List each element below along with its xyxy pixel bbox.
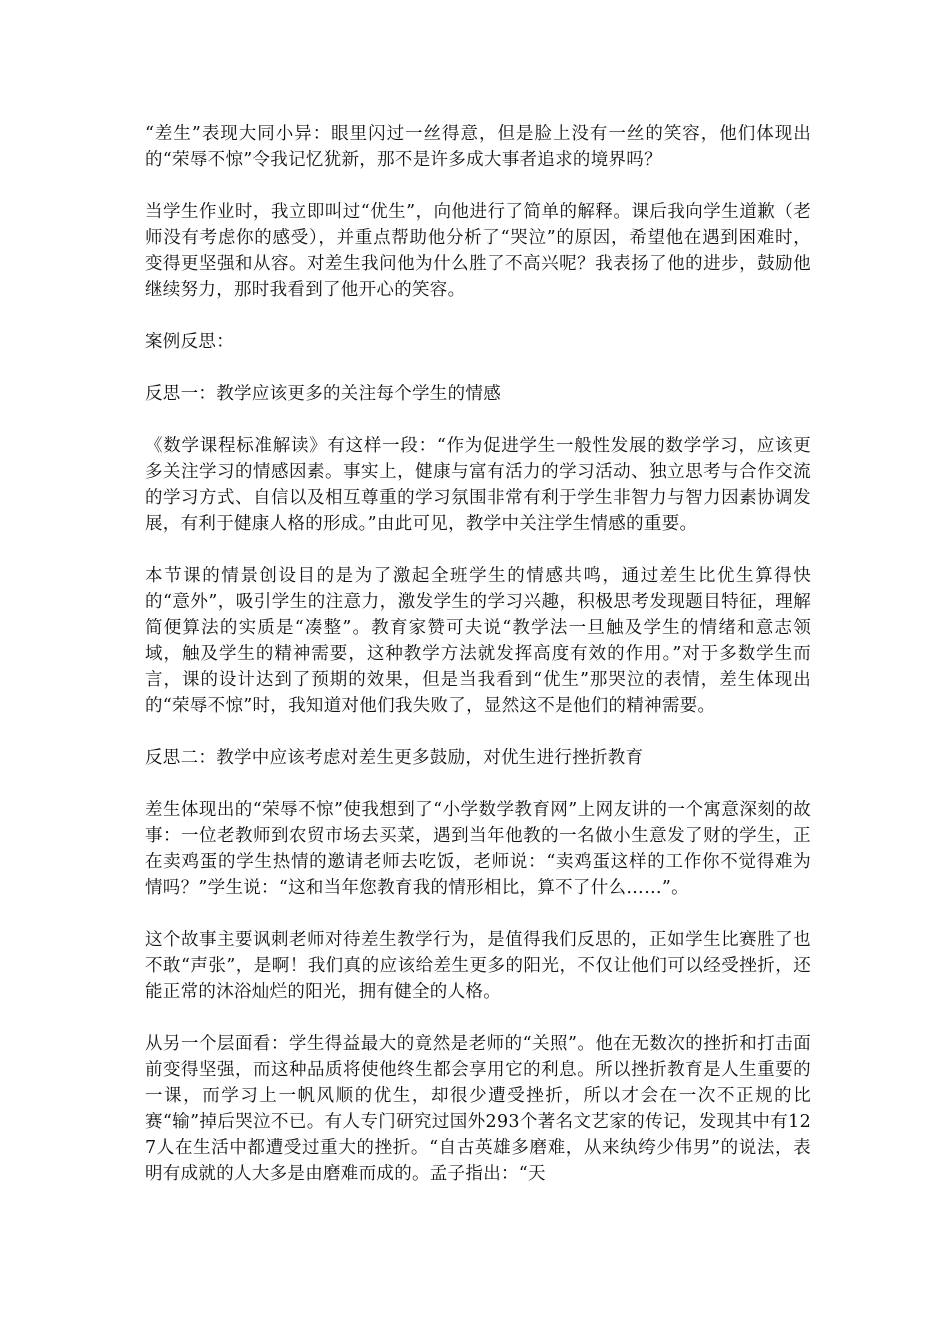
document-page xyxy=(145,121,811,1213)
paragraph: 本节课的情景创设目的是为了激起全班学生的情感共鸣，通过差生比优生算得快的“意外”，吸引学生的注意力，激发学生的学习兴趣，积极思考发现题目特征，理解简便算法的实质是“凑整”。教育家赞可夫说“教学法一旦触及学生的情绪和意志领域，触及学生的精神需要，这种教学方法就发挥高度有效的作用。”对于多数学生而言，课的设计达到了预期的效果，但是当我看到“优生”那哭泣的表情，差生体现出的“荣辱不惊”时，我知道对他们我失败了，显然这不是他们的精神需要。 xyxy=(145,566,811,716)
paragraph: 从另一个层面看：学生得益最大的竟然是老师的“关照”。他在无数次的挫折和打击面前变得坚强，而这种品质将使他终生都会享用它的利息。所以挫折教育是人生重要的一课，而学习上一帆风顺的优生，却很少遭受挫折，所以才会在一次不正规的比赛“输”掉后哭泣不已。有人专门研究过国外293个著名文艺家的传记，发现其中有127人在生活中都遭受过重大的挫折。“自古英雄多磨难，从来纨绔少伟男”的说法，表明有成就的人大多是由磨难而成的。孟子指出：“天 xyxy=(145,1034,811,1184)
section-heading: 反思一：教学应该更多的关注每个学生的情感 xyxy=(145,384,501,404)
paragraph: 《数学课程标准解读》有这样一段：“作为促进学生一般性发展的数学学习，应该更多关注学习的情感因素。事实上，健康与富有活力的学习活动、独立思考与合作交流的学习方式、自信以及相互尊重的学习氛围非常有利于学生非智力与智力因素协调发展，有利于健康人格的形成。”由此可见，教学中关注学生情感的重要。 xyxy=(145,436,811,534)
section-heading: 案例反思： xyxy=(145,332,234,352)
paragraph: 这个故事主要讽刺老师对待差生教学行为，是值得我们反思的，正如学生比赛胜了也不敢“声张”，是啊！我们真的应该给差生更多的阳光，不仅让他们可以经受挫折，还能正常的沐浴灿烂的阳光，拥有健全的人格。 xyxy=(145,930,811,1002)
paragraph: 差生体现出的“荣辱不惊”使我想到了“小学数学教育网”上网友讲的一个寓意深刻的故事：一位老教师到农贸市场去买菜，遇到当年他教的一名做小生意发了财的学生，正在卖鸡蛋的学生热情的邀请老师去吃饭，老师说：“卖鸡蛋这样的工作你不觉得难为情吗？”学生说：“这和当年您教育我的情形相比，算不了什么……”。 xyxy=(145,800,811,898)
paragraph: “差生”表现大同小异：眼里闪过一丝得意，但是脸上没有一丝的笑容，他们体现出的“荣辱不惊”令我记忆犹新，那不是许多成大事者追求的境界吗？ xyxy=(145,124,811,170)
paragraph: 当学生作业时，我立即叫过“优生”，向他进行了简单的解释。课后我向学生道歉（老师没有考虑你的感受），并重点帮助他分析了“哭泣”的原因，希望他在遇到困难时，变得更坚强和从容。对差生我问他为什么胜了不高兴呢？我表扬了他的进步，鼓励他继续努力，那时我看到了他开心的笑容。 xyxy=(145,202,811,300)
section-heading: 反思二：教学中应该考虑对差生更多鼓励，对优生进行挫折教育 xyxy=(145,748,644,768)
